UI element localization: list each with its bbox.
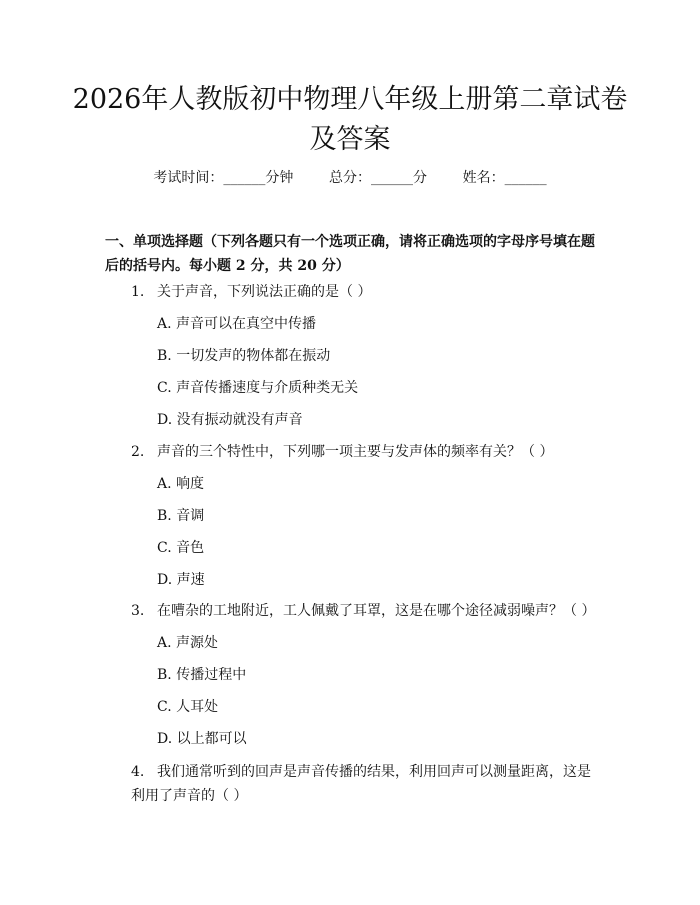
- question-number: 4.: [131, 764, 145, 780]
- option-1b: B. 一切发声的物体都在振动: [157, 348, 331, 364]
- exam-title: 2026年人教版初中物理八年级上册第二章试卷及答案: [72, 84, 628, 155]
- option-3a: A. 声源处: [157, 635, 219, 651]
- question-number: 2.: [131, 444, 145, 460]
- option-2c: C. 音色: [157, 540, 205, 556]
- question-3: [131, 601, 595, 621]
- option-3b: B. 传播过程中: [157, 667, 247, 683]
- question-1: [131, 282, 371, 302]
- question-text: 关于声音，下列说法正确的是（ ）: [157, 284, 372, 300]
- option-2b: B. 音调: [157, 508, 205, 524]
- option-1c: C. 声音传播速度与介质种类无关: [157, 380, 359, 396]
- question-number: 1.: [131, 284, 145, 300]
- question-4: [131, 760, 601, 808]
- exam-info-line: 考试时间：______分钟 总分：______分 姓名：______: [153, 170, 547, 186]
- option-3c: C. 人耳处: [157, 699, 219, 715]
- question-text: 在嘈杂的工地附近，工人佩戴了耳罩，这是在哪个途径减弱噪声？（ ）: [157, 603, 596, 619]
- option-2a: A. 响度: [157, 476, 205, 492]
- question-text: 我们通常听到的回声是声音传播的结果，利用回声可以测量距离，这是利用了声音的（ ）: [131, 764, 591, 804]
- option-1a: A. 声音可以在真空中传播: [157, 316, 317, 332]
- option-3d: D. 以上都可以: [157, 731, 247, 747]
- section-heading: 一、单项选择题（下列各题只有一个选项正确，请将正确选项的字母序号填在题后的括号内。每小题 2 分，共 20 分）: [105, 234, 595, 274]
- option-1d: D. 没有振动就没有声音: [157, 412, 303, 428]
- option-2d: D. 声速: [157, 572, 205, 588]
- question-number: 3.: [131, 603, 145, 619]
- question-text: 声音的三个特性中，下列哪一项主要与发声体的频率有关？（ ）: [157, 444, 554, 460]
- question-2: [131, 442, 553, 462]
